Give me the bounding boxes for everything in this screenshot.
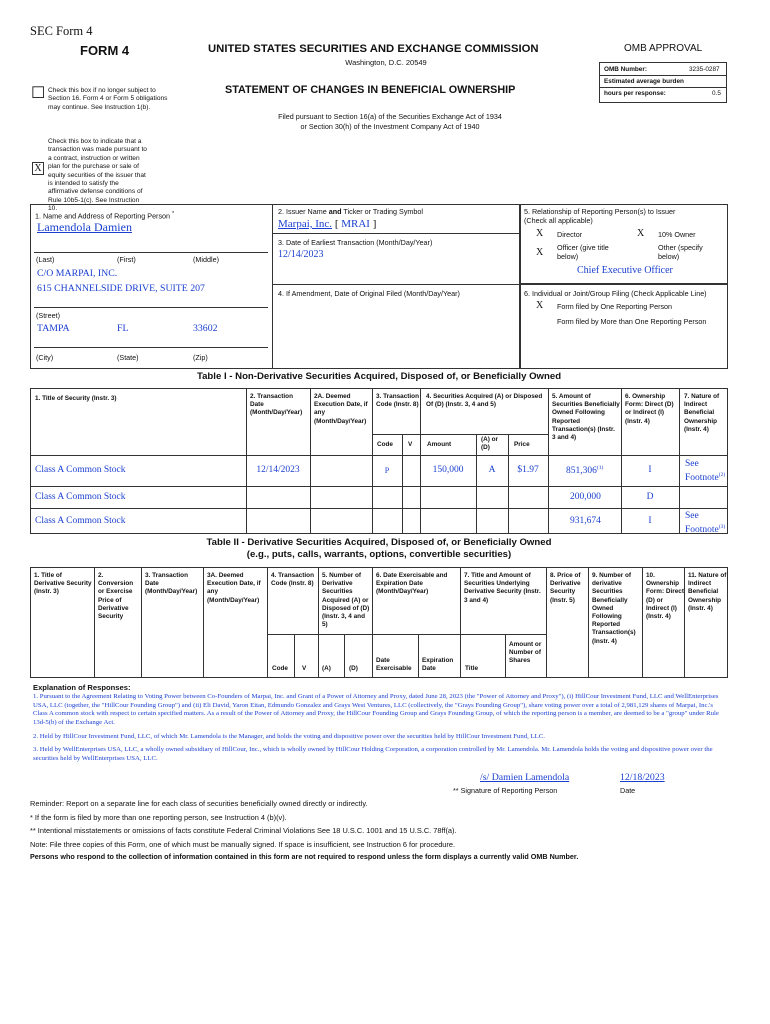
omb-hours-label: hours per response:: [604, 90, 666, 97]
reminder: Reminder: Report on a separate line for each class of securities beneficially owned directly or indirectly.: [30, 799, 368, 808]
state: FL: [117, 323, 129, 334]
t1-r3-title: Class A Common Stock: [35, 516, 126, 526]
issuer-line: Marpai, Inc. [ MRAI ]: [278, 218, 377, 230]
earliest-date: 12/14/2023: [278, 249, 324, 260]
footnote-2: 2. Held by HillCour Investment Fund, LLC, of which Mr. Lamendola is the Manager, and holds the voting and dispositive power over the securities held by HillCour Investment Fund, LLC.: [33, 733, 545, 740]
signature-label: ** Signature of Reporting Person: [453, 786, 558, 795]
t1-r1-form: I: [648, 465, 652, 475]
omb-number-value: 3235-0287: [689, 66, 720, 73]
t2-h3a: 3A. Deemed Execution Date, if any (Month/Day/Year): [207, 572, 261, 604]
t2-h7: 7. Title and Amount of Securities Underlying Derivative Security (Instr. 3 and 4): [464, 572, 541, 604]
t2-h2: 2. Conversion or Exercise Price of Derivative Security: [98, 572, 134, 621]
t1-amount: Amount: [427, 441, 452, 448]
officer-label: Officer (give title below): [557, 243, 609, 261]
city-label: (City): [36, 353, 54, 362]
t2-v: V: [302, 665, 307, 672]
omb-persons-note: Persons who respond to the collection of information contained in this form are not required to respond unless the form displays a currently valid OMB Number.: [30, 852, 579, 861]
signature: /s/ Damien Lamendola: [480, 772, 570, 783]
filing-label: 6. Individual or Joint/Group Filing (Check Applicable Line): [524, 289, 707, 298]
relationship-label: 5. Relationship of Reporting Person(s) to Issuer: [524, 207, 676, 216]
t1-r1-code: P: [384, 466, 390, 475]
t2-date-ex: Date Exercisable: [376, 657, 412, 673]
t2-h5: 5. Number of Derivative Securities Acquired (A) or Disposed of (D) (Instr. 3, 4 and 5): [322, 572, 370, 629]
filed-line-1: Filed pursuant to Section 16(a) of the Securities Exchange Act of 1934: [278, 112, 502, 121]
sec-form-label: SEC Form 4: [30, 24, 93, 38]
address-line-1: C/O MARPAI, INC.: [37, 268, 118, 279]
state-label: (State): [117, 353, 139, 362]
t1-h6: 6. Ownership Form: Direct (D) or Indirect (I) (Instr. 4): [625, 393, 674, 425]
file-note: Note: File three copies of this Form, one of which must be manually signed. If space is insufficient, see Instruction 6 for procedure.: [30, 840, 456, 849]
amendment-label: 4. If Amendment, Date of Original Filed (Month/Day/Year): [278, 289, 460, 298]
omb-burden-label: Estimated average burden: [604, 78, 684, 85]
statement-title: STATEMENT OF CHANGES IN BENEFICIAL OWNERSHIP: [225, 84, 516, 96]
reporting-person-label: 1. Name and Address of Reporting Person *: [35, 211, 175, 221]
issuer-ticker: MRAI: [341, 218, 370, 230]
officer-title: Chief Executive Officer: [577, 265, 673, 276]
t1-aord: (A) or (D): [481, 436, 499, 452]
t2-h11: 11. Nature of Indirect Beneficial Ownership (Instr. 4): [688, 572, 727, 612]
omb-number-label: OMB Number:: [604, 66, 647, 73]
t1-r1-price: $1.97: [517, 465, 539, 475]
t1-r1-nature: See Footnote$^{(2)}$: [685, 459, 726, 484]
street-label: (Street): [36, 311, 60, 320]
issuer-label: 2. Issuer Name and Ticker or Trading Symbol: [278, 207, 424, 216]
more-person-label: Form filed by More than One Reporting Person: [557, 317, 707, 326]
t1-code: Code: [377, 441, 393, 448]
t2-d: (D): [349, 665, 358, 672]
director-mark[interactable]: X: [536, 228, 544, 239]
t2-code: Code: [272, 665, 288, 672]
middle-label: (Middle): [193, 255, 219, 264]
t1-r2-owned: 200,000: [570, 492, 601, 502]
other-label: Other (specify below): [658, 243, 703, 261]
checkbox-section16[interactable]: ☐: [31, 85, 46, 102]
t1-r1-owned: 851,306$^{(1)}$: [566, 465, 604, 477]
checkbox-rule10b5[interactable]: X: [32, 162, 44, 175]
t1-r3-form: I: [648, 516, 652, 526]
form-label: FORM 4: [80, 43, 130, 58]
director-label: Director: [557, 230, 583, 239]
t1-r1-ad: A: [488, 465, 496, 475]
owner-label: 10% Owner: [658, 230, 696, 239]
t2-h4: 4. Transaction Code (Instr. 8): [271, 572, 314, 588]
first-label: (First): [117, 255, 136, 264]
relationship-sublabel: (Check all applicable): [524, 216, 593, 225]
city: TAMPA: [37, 323, 70, 334]
t2-h3: 3. Transaction Date (Month/Day/Year): [145, 572, 198, 596]
t1-r2-title: Class A Common Stock: [35, 492, 126, 502]
reporting-person-name: Lamendola Damien: [37, 220, 132, 234]
star-note-1: * If the form is filed by more than one reporting person, see Instruction 4 (b)(v).: [30, 813, 287, 822]
location: Washington, D.C. 20549: [345, 58, 427, 67]
address-line-2: 615 CHANNELSIDE DRIVE, SUITE 207: [37, 283, 205, 294]
t2-exp: Expiration Date: [422, 657, 454, 673]
explanation-heading: Explanation of Responses:: [33, 683, 131, 692]
t1-h2: 2. Transaction Date (Month/Day/Year): [250, 393, 303, 417]
table2-title-1: Table II - Derivative Securities Acquired, Disposed of, or Beneficially Owned: [206, 537, 552, 548]
officer-mark[interactable]: X: [536, 247, 544, 258]
t2-h6: 6. Date Exercisable and Expiration Date (Month/Day/Year): [376, 572, 448, 596]
filed-line-2: or Section 30(h) of the Investment Company Act of 1940: [300, 122, 480, 131]
t1-h7: 7. Nature of Indirect Beneficial Ownership (Instr. 4): [684, 393, 720, 433]
checkbox-rule10b5-text: Check this box to indicate that a transaction was made pursuant to a contract, instruction or written plan for the purchase or sale of equity securities of the issuer that is intended to satisfy the affirmative defense conditions of Rule 10b5-1(c). See Instruction 10.: [48, 138, 147, 213]
one-person-label: Form filed by One Reporting Person: [557, 302, 673, 311]
owner-mark[interactable]: X: [637, 228, 645, 239]
zip-label: (Zip): [193, 353, 208, 362]
date-label: Date: [620, 786, 636, 795]
t2-h10: 10. Ownership Form: Direct (D) or Indirect (I) (Instr. 4): [646, 572, 684, 621]
t1-h3: 3. Transaction Code (Instr. 8): [376, 393, 419, 409]
t1-r1-title: Class A Common Stock: [35, 465, 126, 475]
t2-title: Title: [465, 665, 479, 672]
t1-r1-amount: 150,000: [432, 465, 464, 475]
t1-v: V: [408, 441, 413, 448]
t1-h1: 1. Title of Security (Instr. 3): [35, 395, 117, 402]
t1-price: Price: [514, 441, 530, 448]
checkbox-section16-text: Check this box if no longer subject to Section 16. Form 4 or Form 5 obligations may continue. See Instruction 1(b).: [48, 87, 168, 111]
t2-h1: 1. Title of Derivative Security (Instr. 3): [34, 572, 92, 596]
t1-r1-date: 12/14/2023: [256, 465, 300, 475]
earliest-date-label: 3. Date of Earliest Transaction (Month/Day/Year): [278, 238, 433, 247]
footnote-1: 1. Pursuant to the Agreement Relating to Voting Power between Co-Founders of Marpai, Inc. and Grant of a Power of Attorney and Proxy, dated June 28, 2023 (the "Power of Attorney and Proxy"), (i) HillCour Investment Fund, LLC and WellEnterprises USA, LLC (together, the "HillCour Founding Group") and (ii) Eli David, Yaron Eitan, Edmundo Gonzalez and Grays West Ventures, LLC (collectively, the "Grays Founding Group"), share voting power over a total of 2,981,129 shares of Marpai, Inc.'s Class A common stock with respect to certain specified matters. As a result of the Power of Attorney and Proxy, the HillCour Founding Group and Grays Founding Group, of which the reporting person is a member, are deemed to be a "group" under Rule 13d-5(b) of the Exchange Act.: [33, 693, 719, 726]
omb-hours-value: 0.5: [712, 90, 721, 97]
t2-amount-shares: Amount or Number of Shares: [509, 641, 542, 665]
last-label: (Last): [36, 255, 55, 264]
t1-r3-nature: See Footnote$^{(3)}$: [685, 511, 726, 536]
t1-h4: 4. Securities Acquired (A) or Disposed Of (D) (Instr. 3, 4 and 5): [426, 393, 543, 409]
table1: [30, 388, 728, 534]
t2-h9: 9. Number of derivative Securities Beneficially Owned Following Reported Transaction(s) (Instr. 4): [592, 572, 636, 645]
table1-title: Table I - Non-Derivative Securities Acquired, Disposed of, or Beneficially Owned: [196, 371, 562, 382]
one-person-mark[interactable]: X: [536, 300, 544, 311]
omb-title: OMB APPROVAL: [624, 43, 703, 54]
t1-r2-form: D: [646, 492, 654, 502]
t1-h5: 5. Amount of Securities Beneficially Owned Following Reported Transaction(s) (Instr. 3 and 4): [552, 393, 620, 442]
star-note-2: ** Intentional misstatements or omissions of facts constitute Federal Criminal Violations See 18 U.S.C. 1001 and 15 U.S.C. 78ff(a).: [30, 826, 457, 835]
t2-h8: 8. Price of Derivative Security (Instr. 5): [550, 572, 581, 604]
footnote-3: 3. Held by WellEnterprises USA, LLC, a wholly owned subsidiary of HillCour, Inc., which is wholly owned by HillCour Holding Corporation, a corporation controlled by Mr. Lamendola. Mr. Lamendola holds the voting and dispositive power over the securities held by WellEnterprises USA, LLC.: [33, 746, 713, 762]
zip: 33602: [193, 323, 218, 334]
t1-h2a: 2A. Deemed Execution Date, if any (Month/Day/Year): [314, 393, 368, 425]
t2-a: (A): [322, 665, 331, 672]
table2-title-2: (e.g., puts, calls, warrants, options, convertible securities): [246, 549, 512, 560]
signature-date: 12/18/2023: [620, 772, 665, 783]
issuer-name: Marpai, Inc.: [278, 218, 333, 230]
commission-title: UNITED STATES SECURITIES AND EXCHANGE COMMISSION: [208, 43, 539, 55]
t1-r3-owned: 931,674: [570, 516, 601, 526]
